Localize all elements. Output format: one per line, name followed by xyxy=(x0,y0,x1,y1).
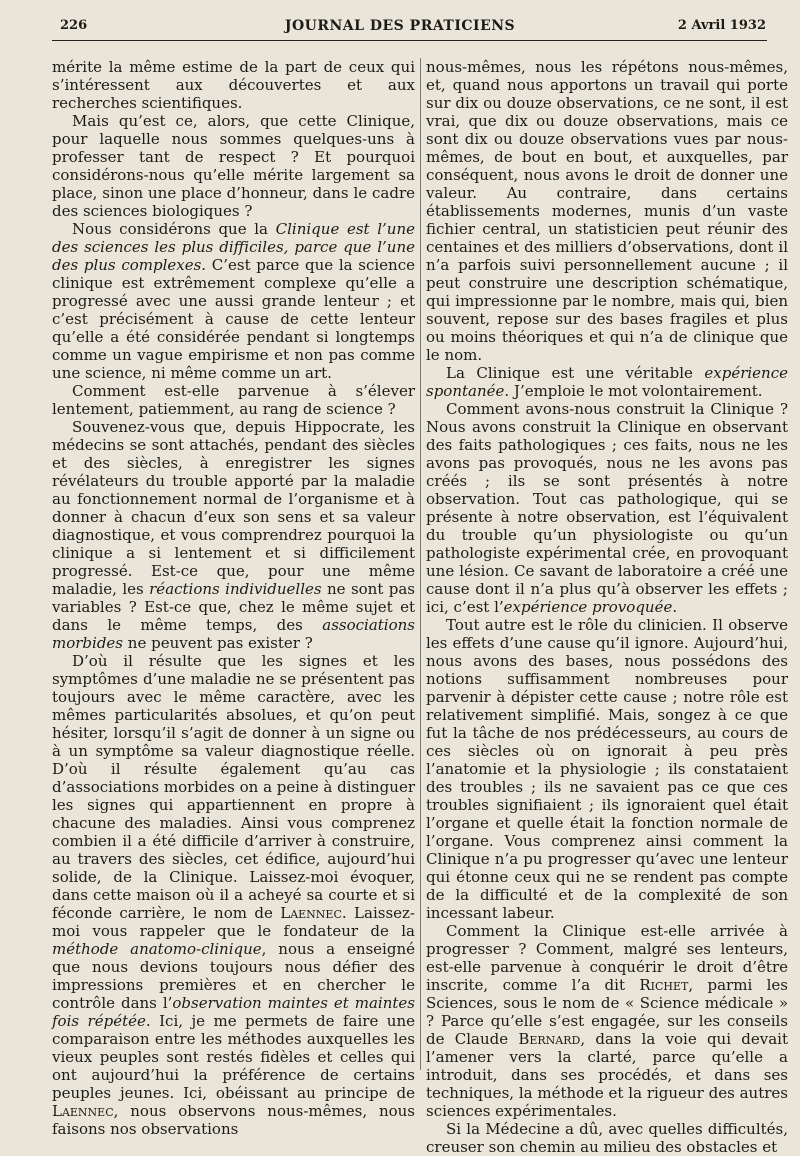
page-header xyxy=(0,0,800,42)
paragraph: nous-mêmes, nous les répétons nous-mêmes, et, quand nous apportons un travail qui porte sur dix ou douze observations, ce ne sont, il est vrai, que dix ou douze observations, mais ce sont dix ou douze observations vues par nous-mêmes, de bout en bout, et auxquelles, par conséquent, nous avons le droit de donner une valeur. Au contraire, dans certains établissements modernes, munis d’un vaste fichier central, un statisticien peut réunir des centaines et des milliers d’observations, dont il n’a parfois suivi personnellement aucune ; il peut construire une description schématique, qui impressionne par le nombre, mais qui, bien souvent, repose sur des bases fragiles et plus ou moins théoriques et qui n’a de clinique que le nom. xyxy=(426,58,788,364)
paragraph: Comment la Clinique est-elle arrivée à progresser ? Comment, malgré ses lenteurs, est-elle parvenue à conquérir le droit d’être inscrite, comme l’a dit Richet, parmi les Sciences, sous le nom de « Science médicale » ? Parce qu’elle s’est engagée, sur les conseils de Claude Bernard, dans la voie qui devait l’amener vers la clarté, parce qu’elle a introduit, dans ses procédés, et dans ses techniques, la méthode et la rigueur des autres sciences expérimentales. xyxy=(426,922,788,1120)
page-number: 226 xyxy=(60,18,88,33)
header-rule xyxy=(52,40,767,41)
paragraph: La Clinique est une véritable expérience spontanée. J’emploie le mot volontairement. xyxy=(426,364,788,400)
paragraph: D’où il résulte que les signes et les symptômes d’une maladie ne se présentent pas toujours avec le même caractère, avec les mêmes particularités absolues, et qu’on peut hésiter, lorsqu’il s’agit de donner à un signe ou à un symptôme sa valeur diagnostique réelle. D’où il résulte également qu’au cas d’associations morbides on a peine à distinguer les signes qui appartiennent en propre à chacune des maladies. Ainsi vous comprenez combien il a été difficile d’arriver à construire, au travers des siècles, cet édifice, aujourd’hui solide, de la Clinique. Laissez-moi évoquer, dans cette maison où il a acheyé sa courte et si féconde carrière, le nom de Laennec. Laissez-moi vous rappeler que le fondateur de la méthode anatomo-clinique, nous a enseigné que nous devions toujours nous défier des impressions premières et en chercher le contrôle dans l’observation maintes et maintes fois répétée. Ici, je me permets de faire une comparaison entre les méthodes auxquelles les vieux peuples sont restés fidèles et celles qui ont aujourd’hui la préférence de certains peuples jeunes. Ici, obéissant au principe de Laennec, nous observons nous-mêmes, nous faisons nos observations xyxy=(52,652,415,1138)
paragraph: Tout autre est le rôle du clinicien. Il observe les effets d’une cause qu’il ignore. Aujourd’hui, nous avons des bases, nous possédons des notions suffisamment nombreuses pour parvenir à dépister cette cause ; notre rôle est relativement simplifié. Mais, songez à ce que fut la tâche de nos prédécesseurs, au cours de ces siècles où on ignorait à peu près l’anatomie et la physiologie ; ils constataient des troubles ; ils ne savaient pas ce que ces troubles signifiaient ; ils ignoraient quel était l’organe et quelle était la fonction normale de l’organe. Vous comprenez ainsi comment la Clinique n’a pu progresser qu’avec une lenteur qui étonne ceux qui ne se rendent pas compte de la difficulté et de la complexité de son incessant labeur. xyxy=(426,616,788,922)
issue-date: 2 Avril 1932 xyxy=(677,18,766,33)
right-column xyxy=(426,58,788,1156)
left-column xyxy=(52,58,416,1138)
column-divider xyxy=(420,58,421,1070)
paragraph: Souvenez-vous que, depuis Hippocrate, les médecins se sont attachés, pendant des siècles et des siècles, à enregistrer les signes révélateurs du trouble apporté par la maladie au fonctionnement normal de l’organisme et à donner à chacun d’eux son sens et sa valeur diagnostique, et vous comprendrez pourquoi la clinique a si lentement et si difficilement progressé. Est-ce que, pour une même maladie, les réactions individuelles ne sont pas variables ? Est-ce que, chez le même sujet et dans le même temps, des associations morbides ne peuvent pas exister ? xyxy=(52,418,416,652)
paragraph: Nous considérons que la Clinique est l’une des sciences les plus difficiles, parce que l’une des plus complexes. C’est parce que la science clinique est extrêmement complexe qu’elle a progressé avec une aussi grande lenteur ; et c’est précisément à cause de cette lenteur qu’elle a été considérée pendant si longtemps comme un vague empirisme et non pas comme une science, ni même comme un art. xyxy=(52,220,416,382)
paragraph: Si la Médecine a dû, avec quelles difficultés, creuser son chemin au milieu des obstacles et xyxy=(426,1120,788,1156)
journal-title: JOURNAL DES PRATICIENS xyxy=(284,18,516,34)
paragraph: Comment est-elle parvenue à s’élever lentement, patiemment, au rang de science ? xyxy=(52,382,415,418)
paragraph: Comment avons-nous construit la Clinique ? Nous avons construit la Clinique en observant des faits pathologiques ; ces faits, nous ne les avons pas provoqués, nous ne les avons pas créés ; ils se sont présentés à notre observation. Tout cas pathologique, qui se présente à notre observation, est l’équivalent du trouble qu’un physiologiste ou qu’un pathologiste expérimental crée, en provoquant une lésion. Ce savant de laboratoire a créé une cause dont il n’a plus qu’à observer les effets ; ici, c’est l’expérience provoquée. xyxy=(426,400,788,616)
paragraph: mérite la même estime de la part de ceux qui s’intéressent aux découvertes et aux recherches scientifiques. xyxy=(52,58,415,112)
paragraph: Mais qu’est ce, alors, que cette Clinique, pour laquelle nous sommes quelques-uns à professer tant de respect ? Et pourquoi considérons-nous qu’elle mérite largement sa place, sinon une place d’honneur, dans le cadre des sciences biologiques ? xyxy=(52,112,415,220)
